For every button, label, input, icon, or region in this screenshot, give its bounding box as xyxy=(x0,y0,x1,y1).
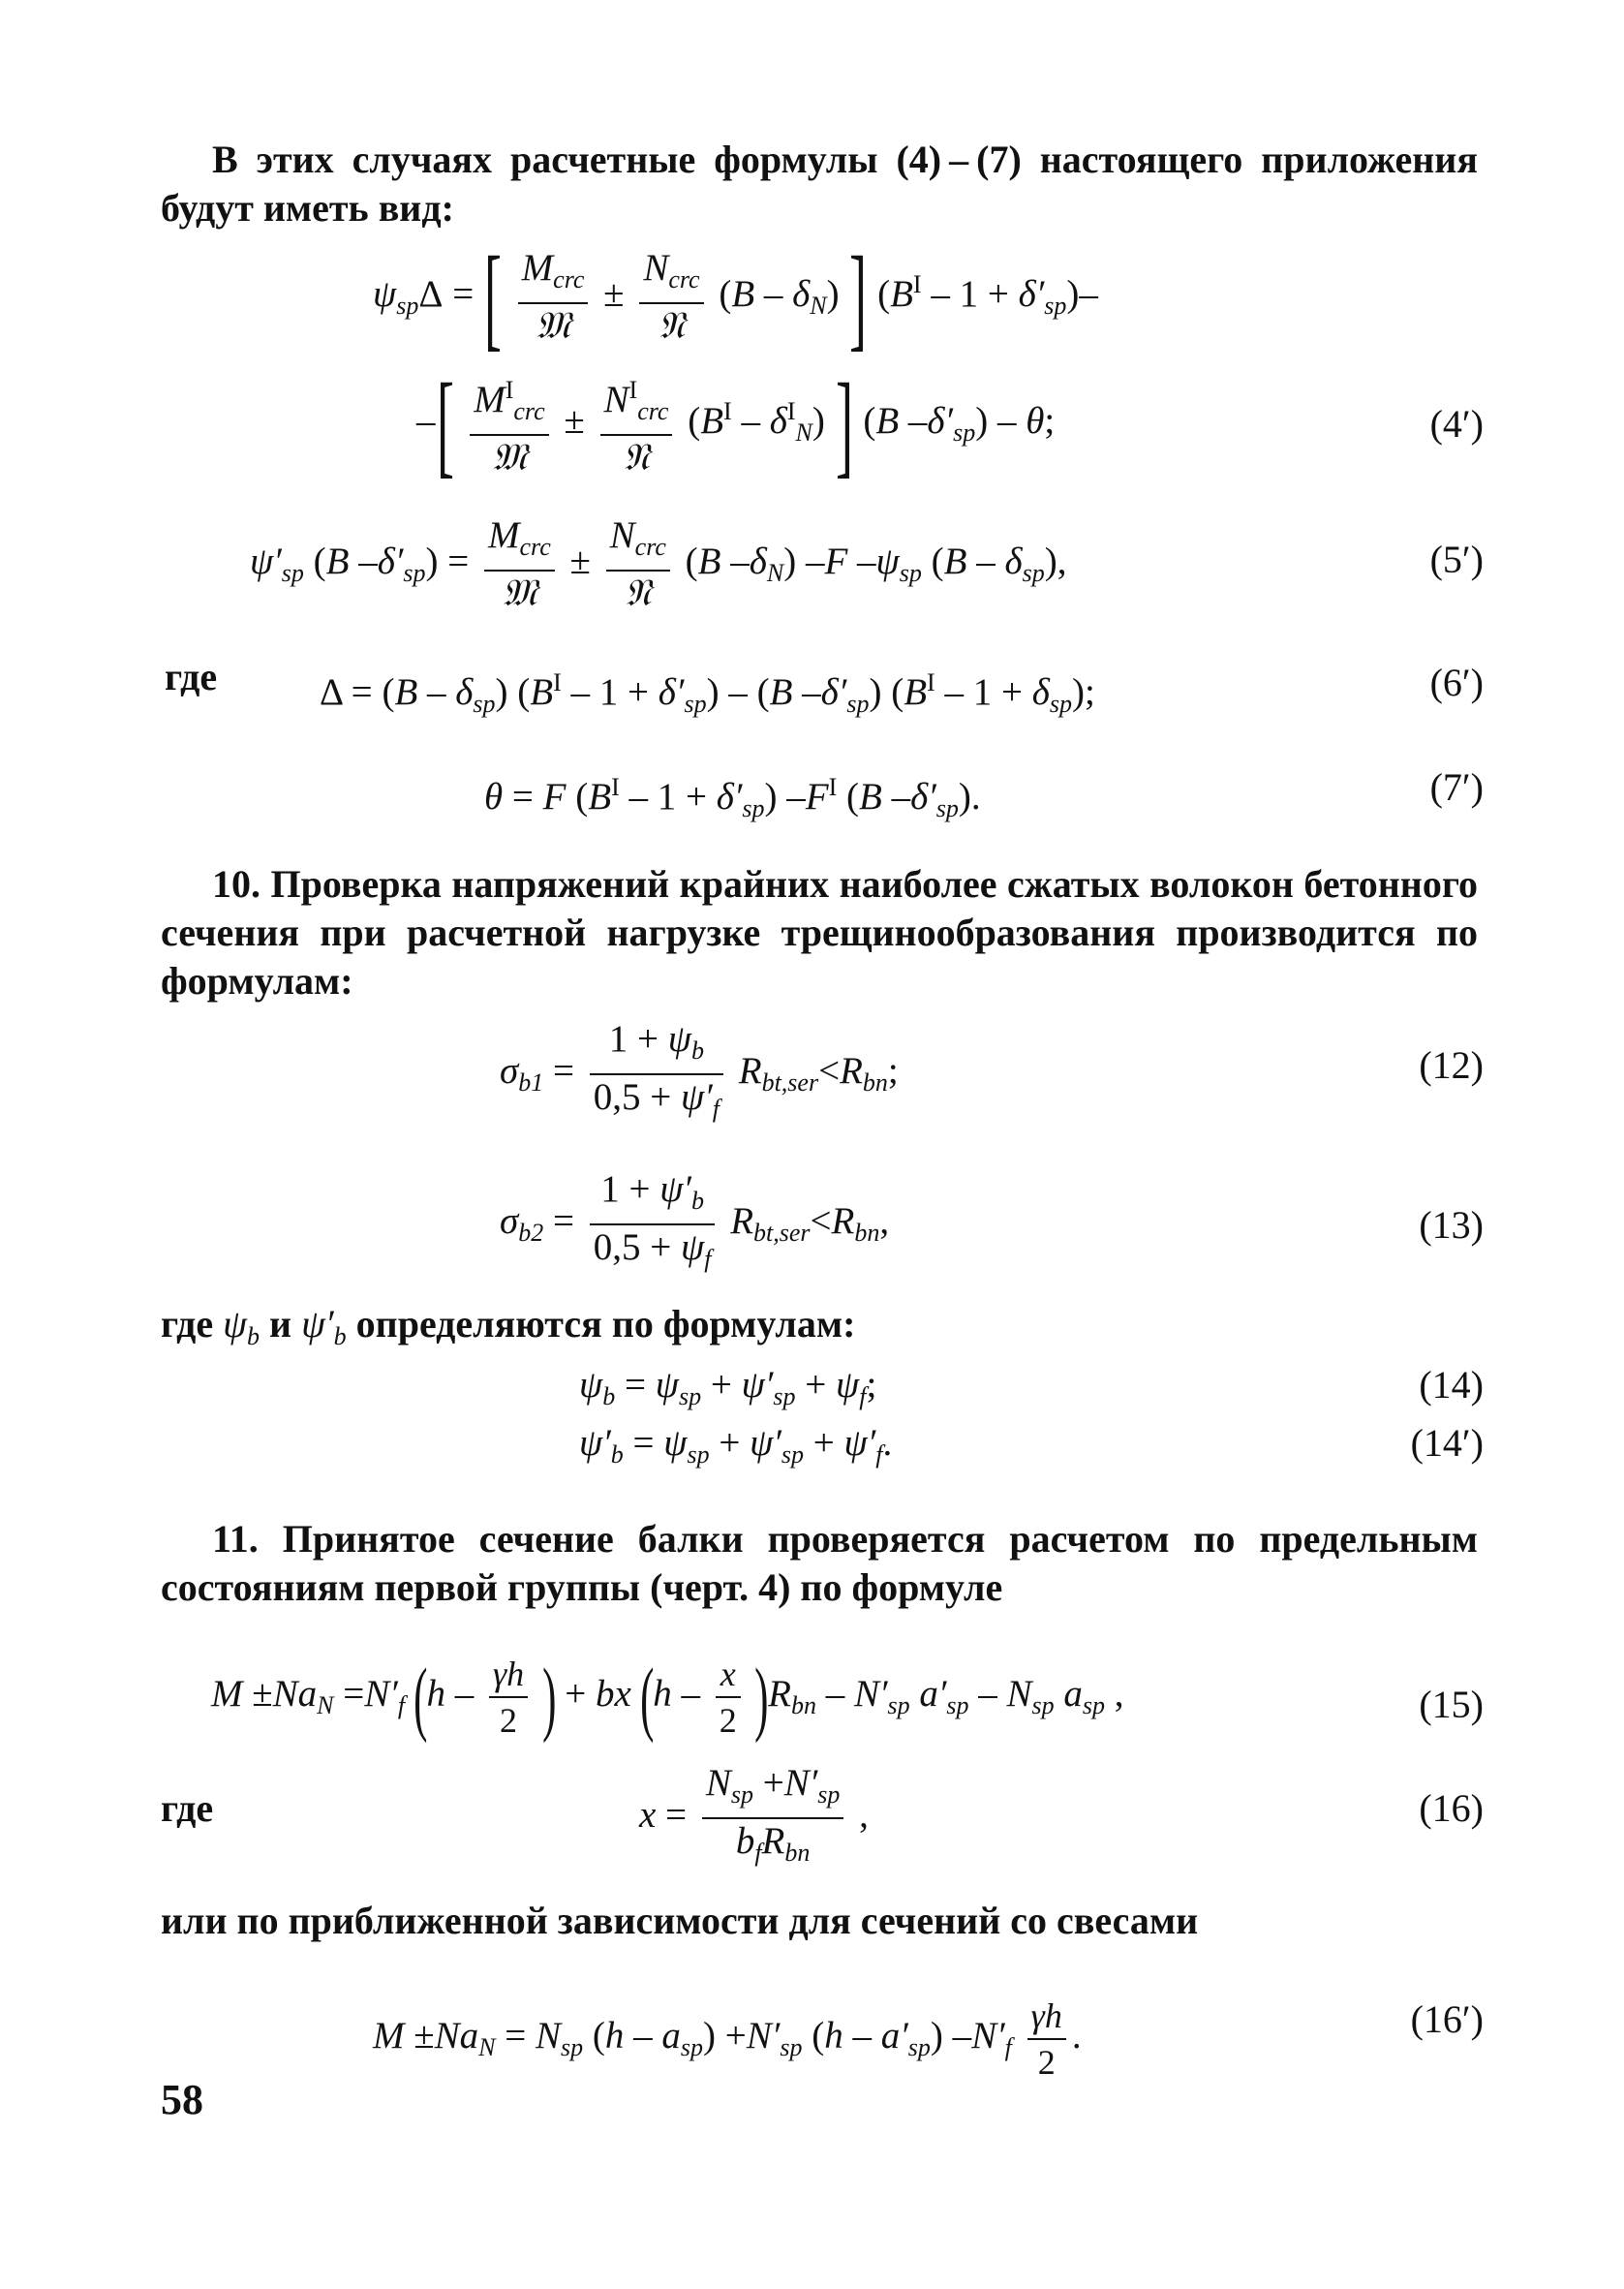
equation-13-number: (13) xyxy=(1419,1203,1484,1247)
intro-paragraph: В этих случаях расчетные формулы (4) – (7) настоящего приложения будут иметь вид: xyxy=(161,138,1478,230)
equation-5-number: (5′) xyxy=(1429,538,1484,581)
where-label-1: где xyxy=(165,655,218,698)
equation-16-prime-number: (16′) xyxy=(1410,1997,1484,2041)
equation-16-prime: $M \pm Na_N = N_{sp}$ $(h - a_{sp}) +N'_{sp}$ $(h - a'_{sp})$ $-N'_f$ $\frac{\gamma h}{2}$ . xyxy=(373,1994,1082,2085)
equation-4-line-1: $\psi_{sp}\Delta$ = [ $\frac{M_{crc}}{\text{𝔐}}$ ± $\frac{N_{crc}}{\text{𝔑}}$ $(B - \delta_N)$ ] $(B^I - 1 + \delta'_{sp})-$ xyxy=(373,232,1098,361)
equation-4-number: (4′) xyxy=(1429,402,1484,446)
equation-7: θ = F $(B^I - 1 + \delta'_{sp})$ $-F^I$ (B $-\delta'_{sp}$). xyxy=(484,773,981,822)
equation-5: $\psi'_{sp}$ (B $-\delta'_{sp}$) = $\frac{M_{crc}}{\text{𝔐}}$ ± $\frac{N_{crc}}{\text{𝔑}}$ (B $-\delta_N$) –F $-\psi_{sp}$ $(B - \delta_{sp})$, xyxy=(250,514,1067,614)
equation-14-prime-number: (14′) xyxy=(1410,1421,1484,1465)
where-label-2: где xyxy=(161,1786,214,1830)
equation-6: $\Delta = (B - \delta_{sp})$ $(B^I - 1 + \delta'_{sp}) - (B$ $-\delta'_{sp}$) $(B^I - 1 + \delta_{sp})$; xyxy=(320,668,1095,718)
psi-prefix: где xyxy=(161,1302,214,1346)
section-10-paragraph: 10. Проверка напряжений крайних наиболее сжатых волокон бетонного сечения при расчетной нагрузке трещинообразования производится по формулам: xyxy=(161,862,1478,1003)
equation-7-number: (7′) xyxy=(1429,765,1484,809)
psi-suffix: определяются по формулам: xyxy=(355,1302,856,1346)
page-number: 58 xyxy=(161,2076,203,2123)
equation-6-number: (6′) xyxy=(1429,661,1484,704)
equation-12-number: (12) xyxy=(1419,1043,1484,1087)
equation-4-line-2: –[ $\frac{M^I_{crc}}{\text{𝔐}}$ ± $\frac{N^I_{crc}}{\text{𝔑}}$ $(B^I - \delta^I_N)$ ] (B $-\delta'_{sp}$) – θ; xyxy=(416,359,1056,488)
equation-16: x = $\frac{N_{sp} +N'_{sp}}{b_fR_{bn}}$ , xyxy=(639,1762,869,1867)
equation-13: $\sigma_{b2}$ = $\frac{1 + \psi'_b}{0,5 + \psi_f}$ $R_{bt,ser}<R_{bn}$, xyxy=(500,1168,890,1273)
psi-middle: и xyxy=(269,1302,292,1346)
equation-12: $\sigma_{b1}$ = $\frac{1 + \psi_b}{0,5 + \psi'_f}$ $R_{bt,ser}<R_{bn}$; xyxy=(500,1018,899,1123)
equation-14-number: (14) xyxy=(1419,1363,1484,1407)
equation-16-number: (16) xyxy=(1419,1786,1484,1830)
equation-14-prime: $\psi'_b = \psi_{sp} + \psi'_{sp} + \psi'_f$. xyxy=(579,1422,893,1469)
approx-paragraph: или по приближенной зависимости для сечений со свесами xyxy=(161,1899,1199,1942)
equation-15-number: (15) xyxy=(1419,1683,1484,1726)
equation-14: $\psi_b = \psi_{sp} + \psi'_{sp} + \psi_f$; xyxy=(579,1364,877,1410)
section-11-paragraph: 11. Принятое сечение балки проверяется расчетом по предельным состояниям первой группы (черт. 4) по формуле xyxy=(161,1517,1478,1609)
psi-definition-line: где $\psi_b$ и $\psi'_b$ определяются по формулам: xyxy=(161,1302,856,1350)
equation-15: $M \pm Na_N =N'_f$ (h – $\frac{\gamma h}{2}$ ) + bx (h – $\frac{x}{2}$ )$R_{bn} - N'_{sp}$ $a'_{sp} - N_{sp}$ $a_{sp}$ , xyxy=(211,1651,1124,1744)
